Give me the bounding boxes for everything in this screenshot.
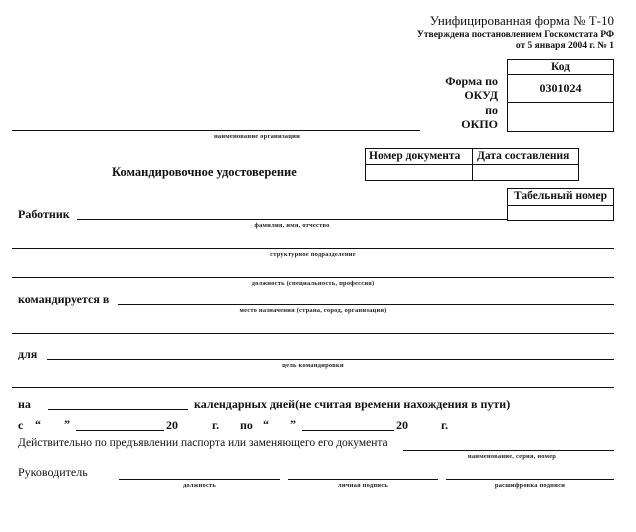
manager-label: Руководитель — [18, 465, 88, 479]
tab-number-header: Табельный номер — [514, 190, 607, 202]
destination-field-2[interactable] — [12, 333, 614, 334]
to-year-suffix: г. — [441, 418, 449, 432]
employee-name-caption: фамилия, имя, отчество — [254, 222, 330, 229]
from-open-quote: “ — [35, 417, 41, 431]
to-year-prefix: 20 — [396, 418, 408, 432]
to-label: по — [240, 418, 253, 432]
manager-name-caption: расшифровка подписи — [494, 482, 566, 489]
okud-code-value: 0301024 — [539, 81, 582, 95]
manager-signature-field[interactable] — [288, 479, 438, 480]
document-number-date-table — [365, 148, 579, 181]
destination-field[interactable] — [118, 304, 614, 305]
from-year-suffix: г. — [212, 418, 220, 432]
organization-caption: наименование организации — [213, 133, 301, 140]
purpose-label: для — [18, 347, 38, 361]
approval-line-2: от 5 января 2004 г. № 1 — [515, 41, 614, 51]
manager-position-field[interactable] — [119, 479, 280, 480]
days-on-label: на — [18, 397, 31, 411]
passport-caption: наименование, серия, номер — [467, 453, 557, 460]
department-field[interactable] — [12, 248, 614, 249]
employee-label: Работник — [18, 207, 70, 221]
purpose-field-2[interactable] — [12, 387, 614, 388]
from-year-prefix: 20 — [166, 418, 178, 432]
days-count-field[interactable] — [48, 409, 188, 410]
to-close-quote: ” — [290, 417, 296, 431]
document-number-field[interactable] — [368, 166, 470, 180]
codes-header: Код — [550, 61, 570, 73]
from-month-field[interactable] — [76, 430, 164, 431]
okud-label-1: Форма по — [445, 74, 498, 88]
purpose-field[interactable] — [47, 359, 614, 360]
manager-name-field[interactable] — [446, 479, 614, 480]
position-field[interactable] — [12, 277, 614, 278]
employee-name-field[interactable] — [77, 219, 507, 220]
position-caption: должность (специальность, профессия) — [251, 280, 375, 287]
document-date-field[interactable] — [474, 166, 576, 180]
to-month-field[interactable] — [302, 430, 394, 431]
to-open-quote: “ — [263, 417, 269, 431]
from-close-quote: ” — [64, 417, 70, 431]
tab-number-field[interactable] — [510, 207, 611, 220]
approval-line-1: Утверждена постановлением Госкомстата РФ — [416, 30, 614, 40]
days-description: календарных дней(не считая времени нахождения в пути) — [194, 397, 511, 411]
organization-field[interactable] — [12, 130, 420, 131]
okpo-label-2: ОКПО — [461, 117, 498, 131]
okpo-label-1: по — [485, 103, 498, 117]
passport-field[interactable] — [403, 450, 614, 451]
okpo-code-field[interactable] — [510, 106, 611, 130]
sent-to-label: командируется в — [18, 292, 110, 306]
purpose-caption: цель командировки — [282, 362, 344, 369]
destination-caption: место назначения (страна, город, организация) — [239, 307, 387, 314]
department-caption: структурное подразделение — [270, 251, 356, 258]
document-number-header: Номер документа — [369, 150, 461, 162]
from-label: с — [18, 418, 24, 432]
manager-signature-caption: личная подпись — [338, 482, 388, 489]
form-title: Унифицированная форма № Т-10 — [429, 13, 614, 28]
okud-label-2: ОКУД — [464, 88, 498, 102]
document-date-header: Дата составления — [477, 150, 570, 162]
manager-position-caption: должность — [182, 482, 217, 489]
document-title: Командировочное удостоверение — [112, 165, 297, 179]
tab-number-box — [507, 188, 614, 221]
codes-box — [507, 59, 614, 132]
validity-text: Действительно по предъявлении паспорта или заменяющего его документа — [18, 437, 388, 449]
